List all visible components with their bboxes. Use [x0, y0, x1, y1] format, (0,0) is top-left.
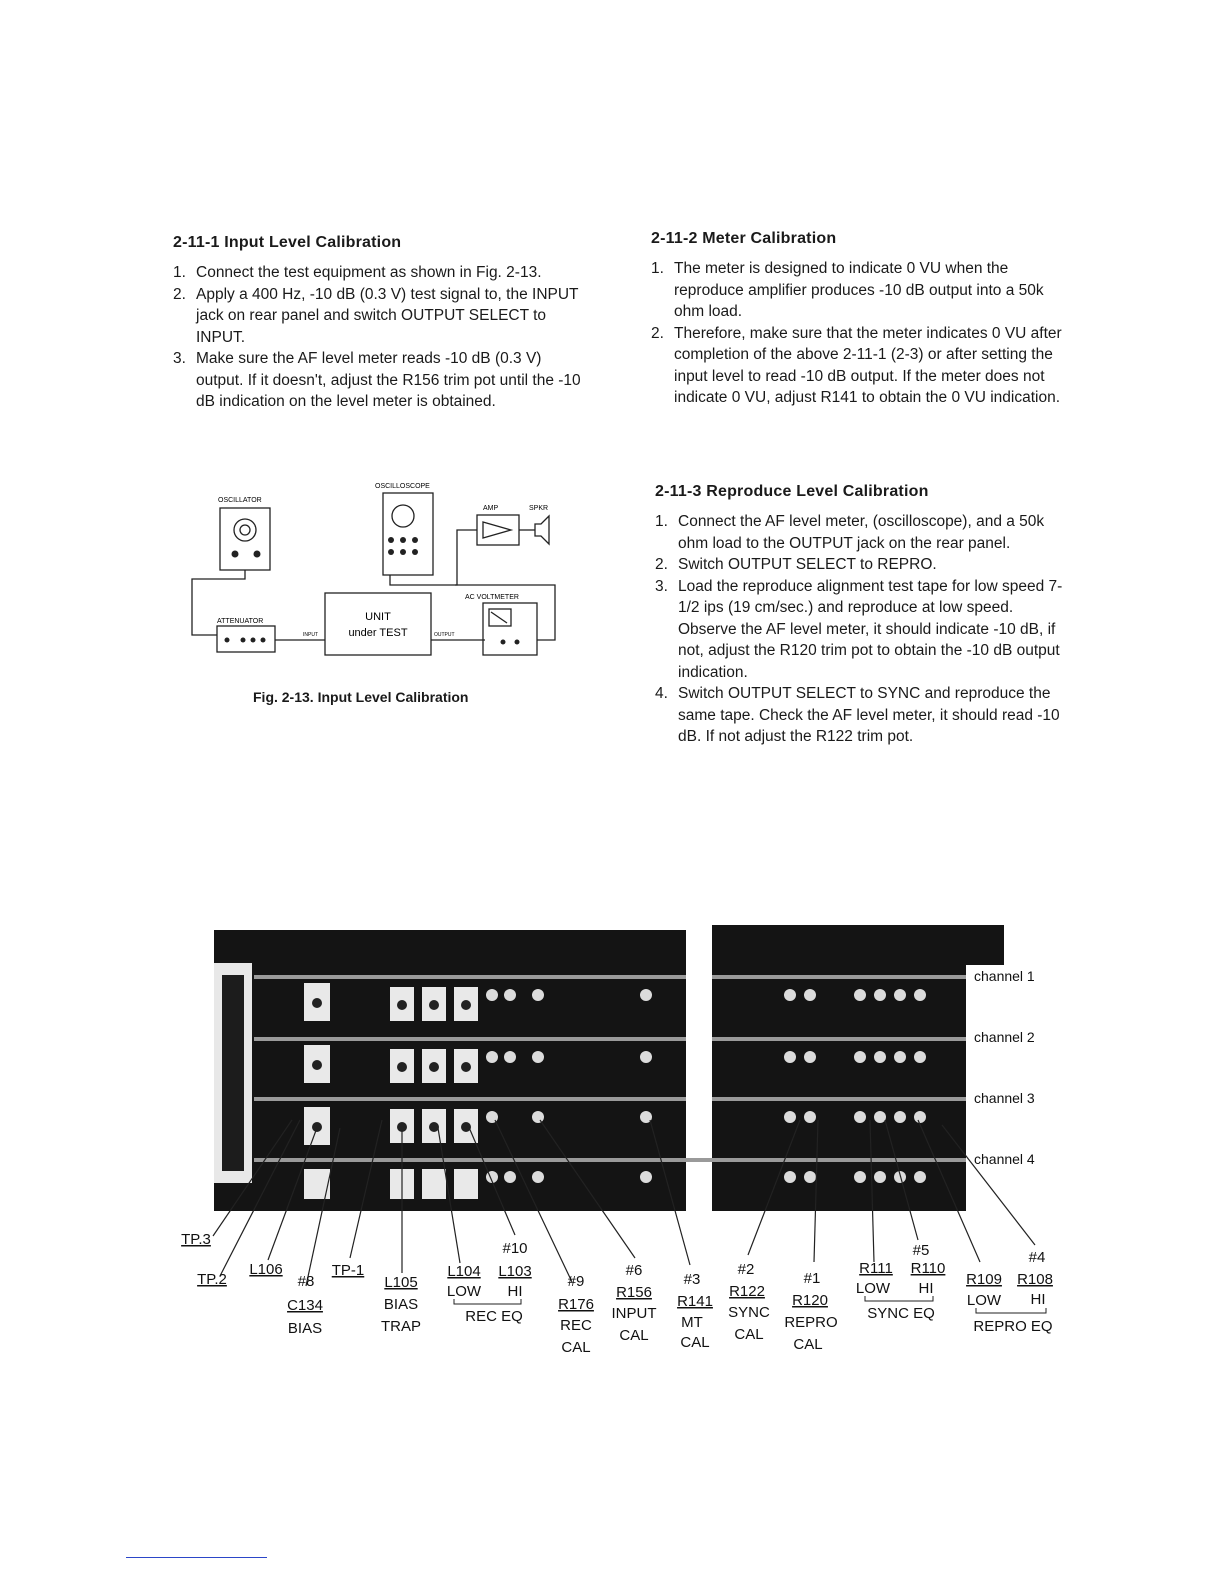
r156-label: R156: [616, 1284, 652, 1301]
r141-label: R141: [677, 1293, 713, 1310]
c134-label: C134: [287, 1297, 323, 1314]
speaker-icon: [535, 516, 549, 544]
repro-eq-label: REPRO EQ: [973, 1318, 1053, 1335]
oscilloscope-label: OSCILLOSCOPE: [375, 483, 430, 490]
list-item: 2. Therefore, make sure that the meter indicates 0 VU after completion of the above 2-11-1 (2-3) or after setting the input level to read -10 dB output. If the meter does not indicate 0 VU, adjust R141 to obtain the 0 VU indication.: [651, 324, 1062, 406]
l104-label: L104: [447, 1263, 481, 1280]
cal5-label: CAL: [793, 1336, 823, 1353]
cal1-label: CAL: [561, 1339, 591, 1356]
meter-calibration-steps: [651, 258, 1063, 409]
list-item: 1. Connect the AF level meter, (oscilloscope), and a 50k ohm load to the OUTPUT jack on the rear panel.: [655, 513, 1045, 552]
unit-under-test-box: [325, 593, 431, 655]
channel-4-label: channel 4: [974, 1151, 1035, 1167]
list-item: 3. Make sure the AF level meter reads -10 dB (0.3 V) output. If it doesn't, adjust the R156 trim pot until the -10 dB indication on the level meter is obtained.: [173, 350, 581, 410]
unit-label-line2: under TEST: [348, 627, 408, 639]
input-label: INPUT: [611, 1305, 657, 1322]
footer-rule: [126, 1557, 267, 1558]
n2-label: #2: [737, 1261, 755, 1278]
tp2-label: TP.2: [197, 1271, 227, 1288]
amp-label: AMP: [483, 505, 499, 512]
sync-eq-label: SYNC EQ: [867, 1305, 935, 1322]
n4-label: #4: [1028, 1249, 1046, 1266]
n10-label: #10: [502, 1240, 528, 1257]
r122-label: R122: [729, 1283, 765, 1300]
r110-label: R110: [910, 1260, 946, 1277]
cal2-label: CAL: [619, 1327, 649, 1344]
list-item: 2. Switch OUTPUT SELECT to REPRO.: [655, 556, 937, 573]
ac-voltmeter-box: [483, 603, 537, 655]
bias2-label: BIAS: [383, 1296, 419, 1313]
list-item: 2. Apply a 400 Hz, -10 dB (0.3 V) test signal to, the INPUT jack on rear panel and switch OUTPUT SELECT to INPUT.: [173, 285, 579, 346]
input-level-steps: [173, 262, 583, 413]
section-title-input-level: 2-11-1 Input Level Calibration: [173, 234, 402, 251]
mt-label: MT: [681, 1314, 703, 1331]
sync-label: SYNC: [728, 1304, 770, 1321]
oscilloscope-box: [383, 493, 433, 575]
bias-label: BIAS: [287, 1320, 323, 1337]
n1-label: #1: [803, 1270, 821, 1287]
n5-label: #5: [912, 1242, 930, 1259]
low1-label: LOW: [446, 1283, 482, 1300]
list-item: 1. The meter is designed to indicate 0 VU when the reproduce amplifier produces -10 dB output into a 50k ohm load.: [651, 260, 1044, 320]
repro-label: REPRO: [784, 1314, 838, 1331]
r109-label: R109: [966, 1271, 1002, 1288]
l106-label: L106: [249, 1261, 283, 1278]
tp3-label: TP.3: [181, 1231, 211, 1248]
section-title-meter-calibration: 2-11-2 Meter Calibration: [651, 230, 837, 247]
channel-3-label: channel 3: [974, 1090, 1035, 1106]
test-setup-diagram: [185, 478, 565, 668]
list-item: 3. Load the reproduce alignment test tape for low speed 7-1/2 ips (19 cm/sec.) and reproduce at low speed. Observe the AF level meter, it should indicate -10 dB, if not, adjust the R120 trim pot to obtain the -10 dB output indication.: [655, 577, 1063, 681]
attenuator-label: ATTENUATOR: [217, 618, 264, 625]
oscillator-label: OSCILLATOR: [218, 497, 262, 504]
hi2-label: HI: [918, 1280, 934, 1297]
cal3-label: CAL: [680, 1334, 710, 1351]
circuit-board-photo: [214, 925, 1035, 1211]
low3-label: LOW: [966, 1292, 1002, 1309]
section-title-reproduce-level: 2-11-3 Reproduce Level Calibration: [655, 483, 929, 500]
n3-label: #3: [683, 1271, 701, 1288]
tp1-label: TP-1: [331, 1262, 365, 1279]
l103-label: L103: [498, 1263, 532, 1280]
reproduce-level-steps: [655, 511, 1067, 748]
n9-label: #9: [567, 1273, 585, 1290]
low2-label: LOW: [855, 1280, 891, 1297]
l105-label: L105: [384, 1274, 418, 1291]
trap-label: TRAP: [380, 1318, 422, 1335]
n6-label: #6: [625, 1262, 643, 1279]
r176-label: R176: [558, 1296, 594, 1313]
spkr-label: SPKR: [529, 505, 549, 512]
list-item: 1. Connect the test equipment as shown in Fig. 2-13.: [173, 264, 542, 281]
input-label: INPUT: [303, 632, 318, 638]
unit-label-line1: UNIT: [365, 611, 391, 623]
n8-label: #8: [297, 1273, 315, 1290]
hi1-label: HI: [507, 1283, 523, 1300]
hi3-label: HI: [1030, 1291, 1046, 1308]
channel-2-label: channel 2: [974, 1029, 1035, 1045]
r120-label: R120: [792, 1292, 828, 1309]
output-label: OUTPUT: [434, 632, 455, 638]
list-item: 4. Switch OUTPUT SELECT to SYNC and reproduce the same tape. Check the AF level meter, it should read -10 dB. If not adjust the R122 trim pot.: [655, 685, 1060, 745]
ac-voltmeter-label: AC VOLTMETER: [465, 594, 519, 601]
oscillator-box: [220, 508, 270, 570]
r108-label: R108: [1017, 1271, 1053, 1288]
rec-eq-label: REC EQ: [465, 1308, 523, 1325]
channel-1-label: channel 1: [974, 968, 1035, 984]
rec-label: REC: [560, 1317, 592, 1334]
cal4-label: CAL: [734, 1326, 764, 1343]
r111-label: R111: [859, 1260, 893, 1277]
figure-caption: Fig. 2-13. Input Level Calibration: [253, 689, 469, 705]
